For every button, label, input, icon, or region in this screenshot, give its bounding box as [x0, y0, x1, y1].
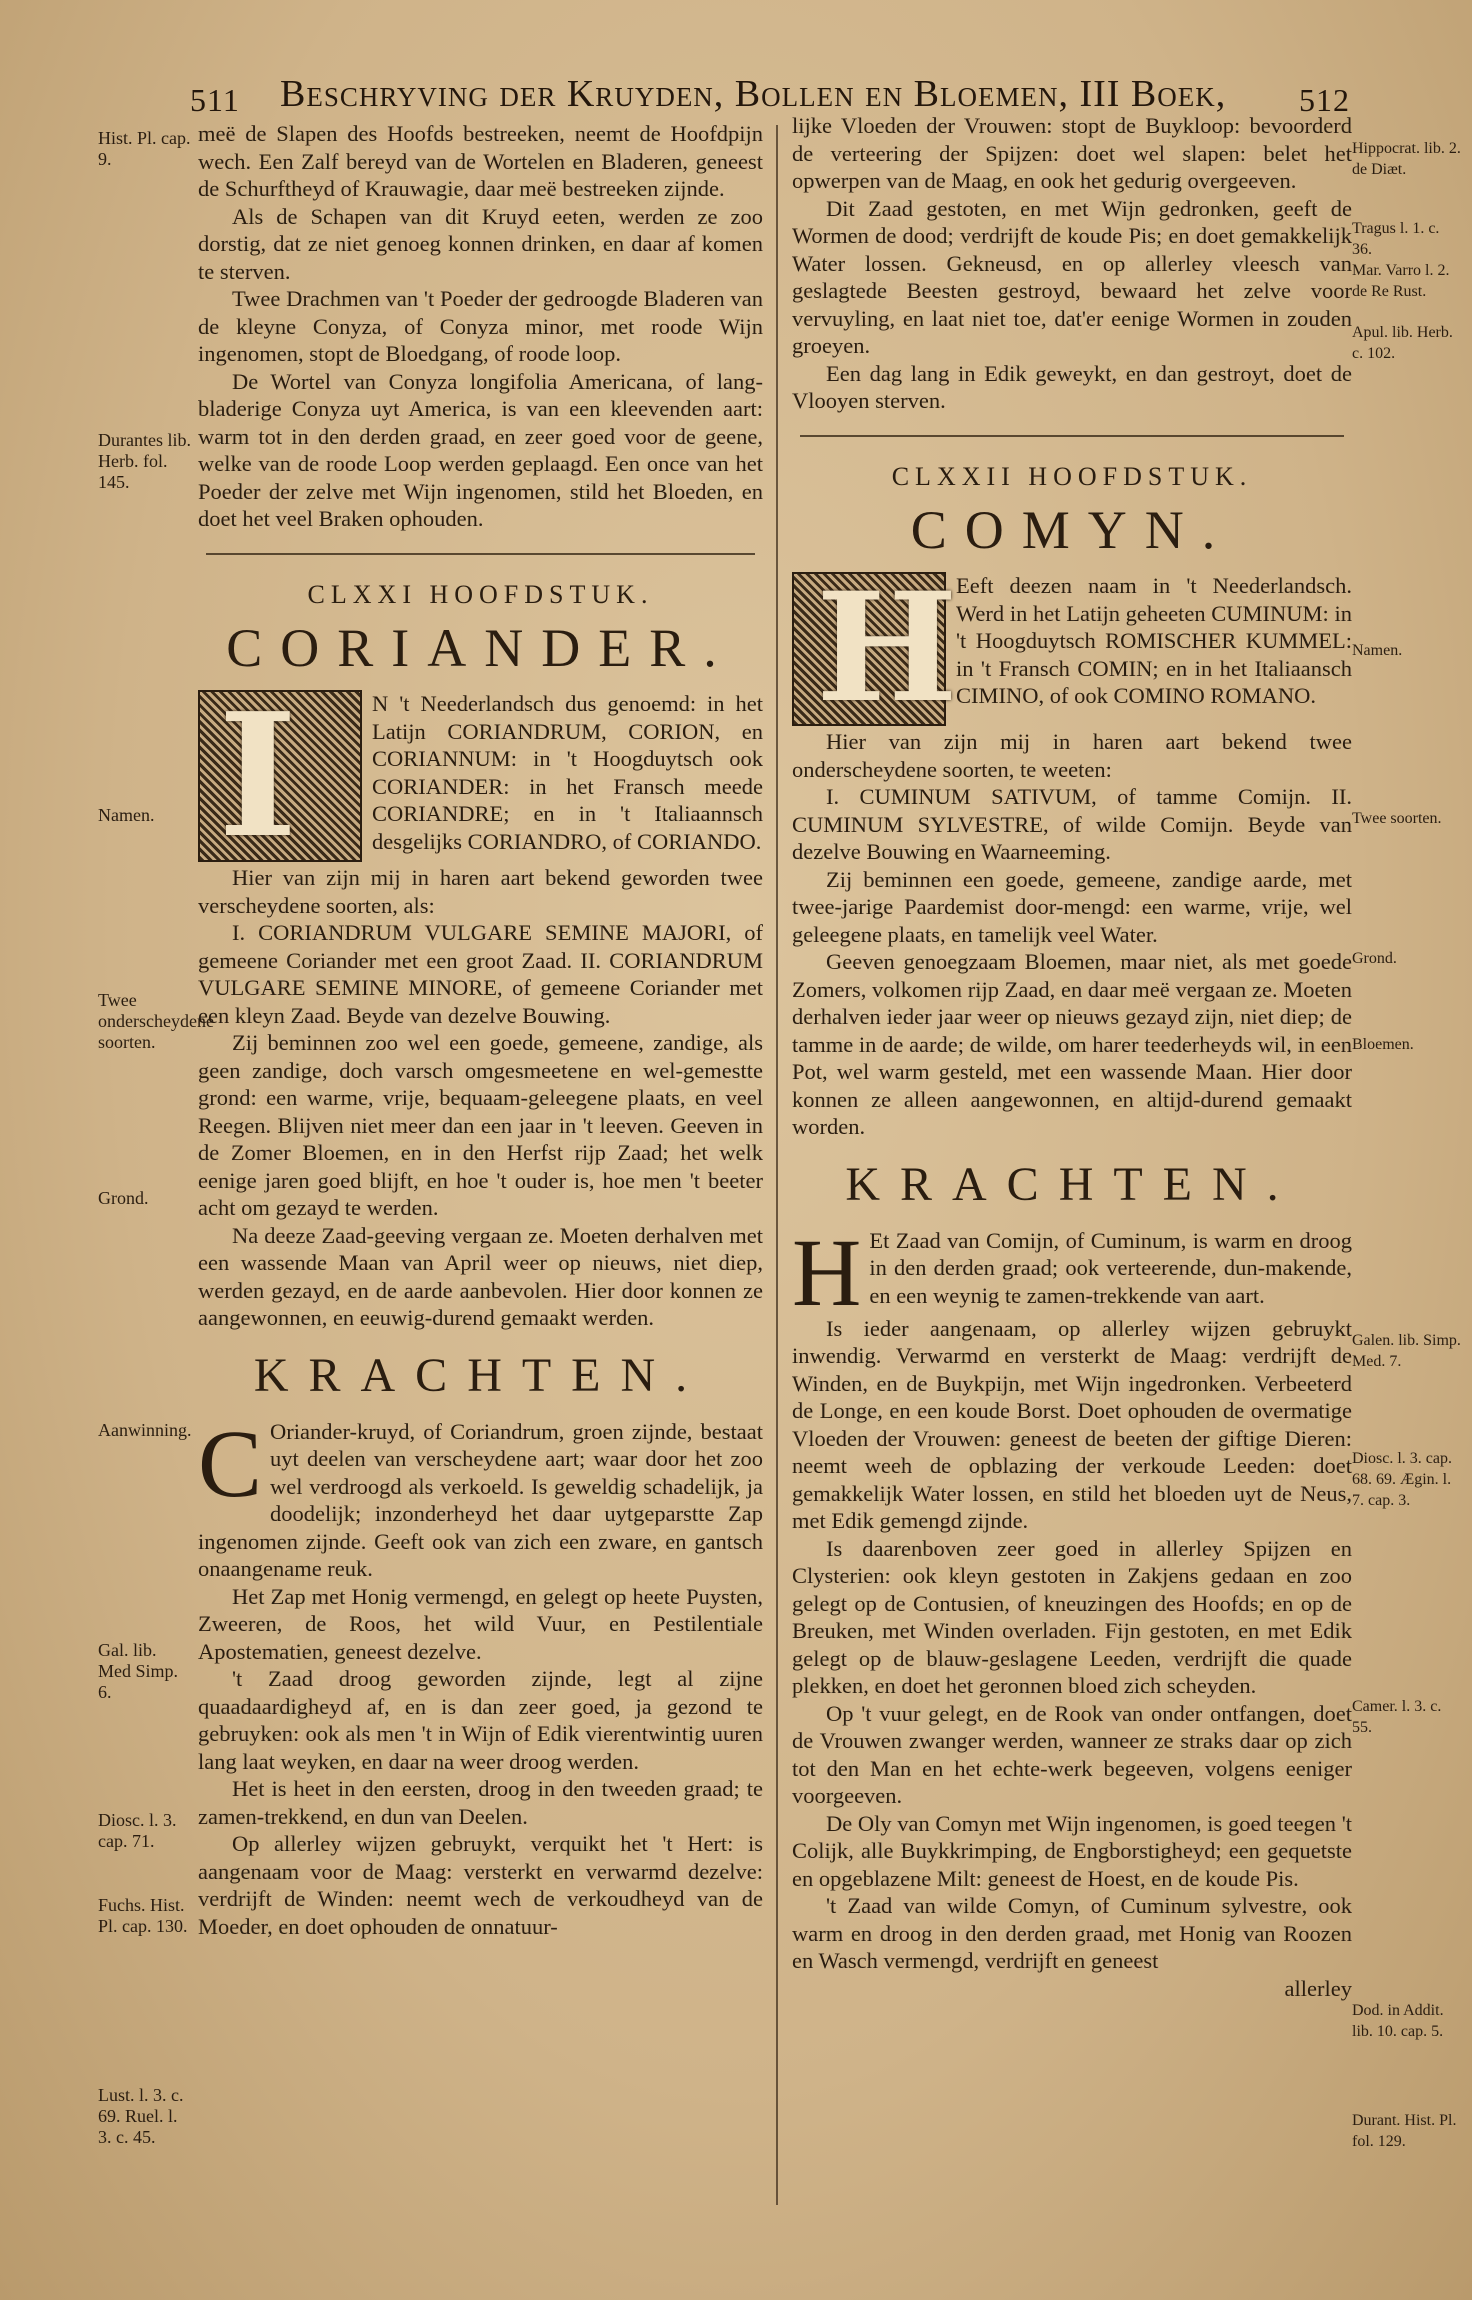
catchword: allerley — [1284, 1975, 1352, 2001]
paragraph: Op 't vuur gelegt, en de Rook van onder ontfangen, doet de Vrouwen zwanger werden, wanneer ze straks daar op zich tot den Man en het echte-werk begeeven, volgens eeniger voorgeeven. — [792, 1700, 1352, 1808]
ornamental-initial — [792, 560, 958, 736]
paragraph: Op allerley wijzen gebruykt, verquikt het 't Hert: is aangenaam voor de Maag: versterkt en verwarmd dezelve: verdrijft de Winden: neemt wech de verkoudheyd van de Moeder, en doet ophouden de onnatuur- — [198, 1831, 763, 1939]
margin-note: Gal. lib. Med Simp. 6. — [98, 1640, 179, 1702]
ornamental-initial — [198, 676, 362, 876]
margin-note: Fuchs. Hist. Pl. cap. 130. — [98, 1895, 188, 1936]
paragraph: Et Zaad van Comijn, of Cuminum, is warm en droog in den derden graad; ook verteerende, dun-makende, en een weynig te zamen-trekkende van aart. — [869, 1227, 1352, 1308]
paragraph: Eeft deezen naam in 't Neederlandsch. Werd in het Latijn geheeten CUMINUM: in 't Hoogduytsch ROMISCHER KUMMEL: in 't Fransch COMIN; en in het Italiaansch CIMINO, of ook COMINO ROMANO. — [956, 573, 1352, 708]
initial-letter: H — [816, 560, 958, 736]
paragraph: Oriander-kruyd, of Coriandrum, groen zijnde, bestaat uyt deelen van verscheydene aart; waar door het zoo wel verdroogd als verkoeld. Is geweldig schadelijk, ja doodelijk; inzonderheyd het daar uytgeparstte Zap ingenomen zijnde. Geeft ook van zich een zware, en gantsch onaangename reuk. — [198, 1418, 763, 1581]
running-title: Beschryving der Kruyden, Bollen en Bloemen, III Boek, — [280, 73, 1227, 115]
margin-note: Hist. Pl. cap. 9. — [98, 128, 191, 169]
chapter-heading: CLXXII HOOFDSTUK. — [891, 461, 1253, 491]
paragraph: Hier van zijn mij in haren aart bekend twee onderscheydene soorten, te weeten: — [792, 729, 1352, 782]
paragraph: lijke Vloeden der Vrouwen: stopt de Buykloop: bevoorderd de verteering der Spijzen: doet wel slapen: belet het opwerpen van de Maag, en ook het gedurig overgeeven. — [792, 113, 1352, 193]
paragraph: I. CUMINUM SATIVUM, of tamme Comijn. II. CUMINUM SYLVESTRE, of wilde Comijn. Beyde van dezelve Bouwing en Waarneeming. — [792, 784, 1352, 864]
margin-note: Hippocrat. lib. 2. de Diæt. — [1352, 140, 1461, 178]
paragraph: Een dag lang in Edik geweykt, en dan gestroyt, doet de Vlooyen sterven. — [792, 360, 1352, 413]
section-title: KRACHTEN. — [845, 1157, 1299, 1211]
paragraph: Twee Drachmen van 't Poeder der gedroogde Bladeren van de kleyne Conyza, of Conyza minor, met roode Wijn ingenomen, stopt de Bloedgang, of roode loop. — [198, 286, 763, 366]
paragraph: I. CORIANDRUM VULGARE SEMINE MAJORI, of gemeene Coriander met een groot Zaad. II. CORIANDRUM VULGARE SEMINE MINORE, of gemeene Coriander met een kleyn Zaad. Beyde van dezelve Bouwing. — [198, 920, 763, 1028]
paragraph: Hier van zijn mij in haren aart bekend geworden twee verscheydene soorten, als: — [198, 865, 763, 918]
paragraph: Is ieder aangenaam, op allerley wijzen gebruykt inwendig. Verwarmd en versterkt de Maag: verdrijft de Winden, en de Buykpijn, met Wijn ingedronken. Verbeeterd de Longe, en een koude Borst. Doet ophouden de overmatige Vloeden der Vrouwen: geneest de beeten der giftige Dieren: neemt weeh de opblazing der verkoude Leeden: doet gemakkelijk Water lossen, en stild het bloeden uyt de Neus, met Edik gemengd zijnde. — [792, 1315, 1352, 1533]
margin-note: Namen. — [1352, 642, 1403, 659]
right-column — [792, 112, 1352, 2002]
chapter-heading: CLXXI HOOFDSTUK. — [307, 579, 654, 609]
margin-note: Mar. Varro l. 2. de Re Rust. — [1352, 262, 1450, 300]
paragraph: De Wortel van Conyza longifolia Americana, of lang-bladerige Conyza uyt America, is van een kleevenden aart: warm tot in den derden graad, en zeer goed voor de geene, welke van de roode Loop werden geplaagd. Een once van het Poeder der zelve met Wijn ingenomen, stild het Bloeden, en doet het veel Braken ophouden. — [198, 368, 763, 531]
margin-note: Lust. l. 3. c. 69. Ruel. l. 3. c. 45. — [98, 2085, 184, 2147]
paragraph: Als de Schapen van dit Kruyd eeten, werden ze zoo dorstig, dat ze niet genoeg konnen drinken, en daar af komen te sterven. — [198, 203, 763, 284]
initial-letter: C — [198, 1409, 263, 1517]
page-number-right: 512 — [1299, 82, 1350, 118]
margin-note: Camer. l. 3. c. 55. — [1352, 1698, 1442, 1736]
margin-note: Galen. lib. Simp. Med. 7. — [1352, 1332, 1461, 1370]
left-column — [198, 120, 763, 1940]
margin-note: Durantes lib. Herb. fol. 145. — [98, 430, 191, 492]
chapter-title: CORIANDER. — [226, 618, 735, 678]
paragraph: Is daarenboven zeer goed in allerley Spijzen en Clysterien: ook kleyn gestoten in Zakjens gedaan en zoo gelegt op de Contusien, of kneuzingen des Hoofds; en op de Breuken, met Winden overladen. Fijn gestoten, en met Edik gelegt op de blauw-geslagene Leeden, verdrijft die quade plekken, en doet het geronnen bloed zich scheyden. — [792, 1535, 1352, 1698]
paragraph: N 't Neederlandsch dus genoemd: in het Latijn CORIANDRUM, CORION, en CORIANNUM: in 't Hoogduytsch ook CORIANDER: in het Fransch meede CORIANDRE; en in 't Italiaannsch desgelijks CORIANDRO, of CORIANDO. — [372, 691, 763, 854]
page-number-left: 511 — [190, 82, 240, 118]
section-rule — [206, 553, 755, 555]
initial-letter: I — [218, 676, 298, 876]
paragraph: Zij beminnen zoo wel een goede, gemeene, zandige, als geen zandige, doch varsch omgesmeetene en wel-gemestte grond: een warme, vrije, bequaam-geleegene plaats, en veel Reegen. Blijven niet meer dan een jaar in 't leeven. Geeven in de Zomer Bloemen, en in den Herfst rijp Zaad; het welk eenige jaren goed blijft, en hoe 't ouder is, hoe men 't beeter acht om gezayd te werden. — [198, 1030, 763, 1220]
paragraph: Het Zap met Honig vermengd, en gelegt op heete Puysten, Zweeren, de Roos, het wild Vuur, en Pestilentiale Apostematien, geneest dezelve. — [198, 1583, 763, 1664]
margin-note: Apul. lib. Herb. c. 102. — [1352, 324, 1453, 362]
paragraph: 't Zaad van wilde Comyn, of Cuminum sylvestre, ook warm en droog in den derden graad, met Honig van Roozen en Wasch vermengd, verdrijft en geneest — [792, 1893, 1352, 1973]
margin-note: Grond. — [1352, 950, 1397, 967]
section-rule — [800, 435, 1344, 437]
margin-note: Twee soorten. — [1352, 810, 1442, 827]
margin-note: Diosc. l. 3. cap. 68. 69. Ægin. l. 7. cap. 3. — [1352, 1450, 1452, 1509]
margin-note: Grond. — [98, 1188, 149, 1208]
paragraph: Na deeze Zaad-geeving vergaan ze. Moeten derhalven met een wassende Maan van April weer op nieuws, niet diep, werden gezayd, en de aarde aanbevolen. Hier door konnen ze aangewonnen, en eeuwig-durend gemaakt werden. — [198, 1222, 763, 1330]
paragraph: Geeven genoegzaam Bloemen, maar niet, als met goede Zomers, volkomen rijp Zaad, en daar meë vergaan ze. Moeten derhalven ieder jaar weer op nieuws gezayd zijn, niet diep; de tamme in de aarde; de wilde, om harer teederheyds wil, in een Pot, wel warm gesteld, met een wassende Maan. Hier door konnen ze alleen aangewonnen, en altijd-durend gemaakt worden. — [792, 949, 1352, 1139]
margin-note: Bloemen. — [1352, 1036, 1414, 1053]
margin-note: Namen. — [98, 805, 155, 825]
column-divider — [776, 125, 778, 2205]
paragraph: Dit Zaad gestoten, en met Wijn gedronken, geeft de Wormen de dood; verdrijft de koude Pis; en doet gemakkelijk Water lossen. Gekneusd, en op allerley vleesch van geslagtede Beesten gestroyd, bewaard het zelve voor vervuyling, en laat niet toe, dat'er eenige Wormen in zouden groeyen. — [792, 195, 1352, 358]
margin-note: Dod. in Addit. lib. 10. cap. 5. — [1352, 2002, 1444, 2040]
section-title: KRACHTEN. — [253, 1348, 708, 1402]
paragraph: 't Zaad droog geworden zijnde, legt al zijne quaadaardigheyd af, en is dan zeer goed, ja gezond te gebruyken: ook als men 't in Wijn of Edik vierentwintig uuren lang laat weyken, en daar na weer droog werden. — [198, 1666, 763, 1774]
chapter-title: COMYN. — [910, 500, 1234, 560]
margin-note: Aanwinning. — [98, 1420, 192, 1440]
paragraph: meë de Slapen des Hoofds bestreeken, neemt de Hoofdpijn wech. Een Zalf bereyd van de Wortelen en Bladeren, geneest de Schurftheyd of Krauwagie, daar meë bestreeken zijnde. — [198, 121, 763, 201]
margin-note: Twee onderscheydene soorten. — [98, 990, 214, 1052]
paragraph: Zij beminnen een goede, gemeene, zandige aarde, met twee-jarige Paardemist door-mengd: een warme, vrije, wel geleegene plaats, en tamelijk veel Water. — [792, 866, 1352, 947]
paragraph: De Oly van Comyn met Wijn ingenomen, is goed teegen 't Colijk, alle Buykkrimping, de Engborstigheyd; een gequetste en opgeblazene Milt: geneest de Hoest, en de koude Pis. — [792, 1810, 1352, 1891]
margin-note: Durant. Hist. Pl. fol. 129. — [1352, 2112, 1457, 2150]
paragraph: Het is heet in den eersten, droog in den tweeden graad; te zamen-trekkend, en dun van Deelen. — [198, 1776, 763, 1829]
margin-note: Diosc. l. 3. cap. 71. — [98, 1810, 177, 1851]
margin-note: Tragus l. 1. c. 36. — [1352, 220, 1440, 258]
initial-letter: H — [792, 1218, 862, 1326]
